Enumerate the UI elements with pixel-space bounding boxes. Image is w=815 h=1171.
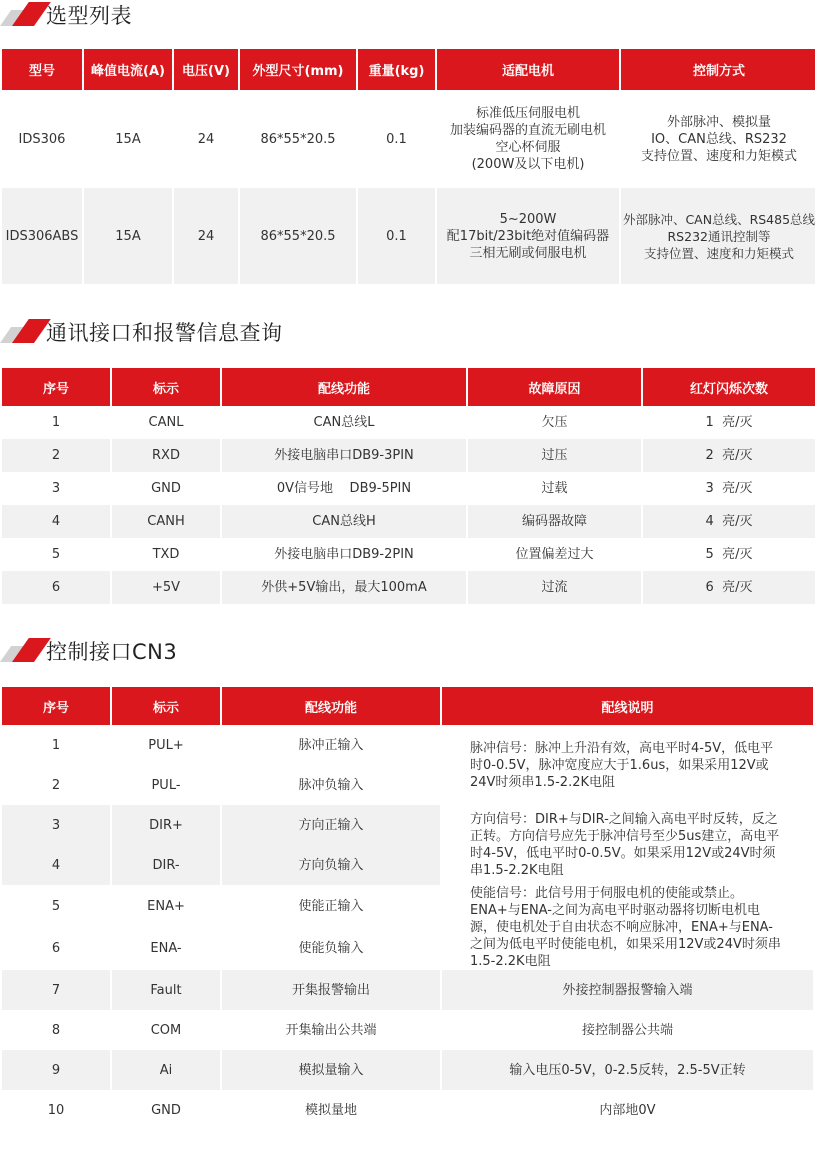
section-title-text: 选型列表	[46, 4, 132, 28]
cell-wiring: CAN总线L	[222, 406, 466, 439]
cell-fault-cause: 过压	[468, 439, 641, 472]
col-blink-count: 红灯闪烁次数	[643, 368, 815, 406]
cell-label: PUL+	[112, 725, 220, 765]
title-mark-icon	[0, 2, 40, 28]
cell-wiring: 开集报警输出	[222, 970, 440, 1010]
cell-wiring: 模拟量输入	[222, 1050, 440, 1090]
table-row	[2, 439, 815, 472]
cell-fault-cause: 位置偏差过大	[468, 538, 641, 571]
section-title-selection	[0, 0, 132, 32]
cell-index: 1	[2, 406, 110, 439]
cell-dimensions: 86*55*20.5	[240, 90, 356, 188]
cell-fault-cause: 过载	[468, 472, 641, 505]
col-wiring: 配线功能	[222, 368, 466, 406]
col-wiring: 配线功能	[222, 687, 440, 725]
table-row	[2, 885, 813, 928]
selection-table	[0, 49, 815, 284]
table-header-row	[2, 368, 815, 406]
cell-label: DIR+	[112, 805, 220, 845]
cell-label: RXD	[112, 439, 220, 472]
cell-index: 2	[2, 765, 110, 805]
cell-label: ENA-	[112, 928, 220, 971]
cell-model: IDS306	[2, 90, 82, 188]
cell-current: 15A	[84, 90, 172, 188]
table-row	[2, 90, 815, 188]
cell-label: DIR-	[112, 845, 220, 885]
col-weight: 重量(kg)	[358, 49, 435, 90]
cell-motor: 5~200W 配17bit/23bit绝对值编码器 三相无刷或伺服电机	[437, 188, 619, 284]
cn3-table	[0, 687, 815, 1130]
col-peak-current: 峰值电流(A)	[84, 49, 172, 90]
cell-label: Fault	[112, 970, 220, 1010]
cell-voltage: 24	[174, 188, 238, 284]
cell-wiring: 0V信号地 DB9-5PIN	[222, 472, 466, 505]
col-fault-cause: 故障原因	[468, 368, 641, 406]
cell-voltage: 24	[174, 90, 238, 188]
cell-index: 10	[2, 1090, 110, 1130]
cell-fault-cause: 欠压	[468, 406, 641, 439]
cell-index: 8	[2, 1010, 110, 1050]
cell-wiring: 脉冲正输入	[222, 725, 440, 765]
title-mark-icon	[0, 638, 40, 664]
cell-label: +5V	[112, 571, 220, 604]
table-row	[2, 1010, 813, 1050]
cell-wiring: 模拟量地	[222, 1090, 440, 1130]
title-mark-icon	[0, 319, 40, 345]
cell-label: GND	[112, 472, 220, 505]
cell-description-enable: 使能信号：此信号用于伺服电机的使能或禁止。ENA+与ENA-之间为高电平时驱动器将切断电机电源，使电机处于自由状态不响应脉冲，ENA+与ENA-之间为低电平时使能电机，如果采用12V或24V时须串1.5-2.2K电阻	[442, 885, 813, 970]
cell-index: 7	[2, 970, 110, 1010]
cell-label: COM	[112, 1010, 220, 1050]
section-title-text: 控制接口CN3	[46, 640, 178, 664]
cell-label: CANL	[112, 406, 220, 439]
cell-index: 9	[2, 1050, 110, 1090]
cell-model: IDS306ABS	[2, 188, 82, 284]
col-voltage: 电压(V)	[174, 49, 238, 90]
table-row	[2, 472, 815, 505]
cell-wiring: 开集输出公共端	[222, 1010, 440, 1050]
cell-current: 15A	[84, 188, 172, 284]
col-model: 型号	[2, 49, 82, 90]
cell-wiring: 使能正输入	[222, 885, 440, 928]
section-title-comm	[0, 315, 283, 349]
cell-description-fault: 外接控制器报警输入端	[442, 970, 813, 1010]
table-row	[2, 538, 815, 571]
comm-alarm-table	[0, 368, 815, 604]
cell-fault-cause: 编码器故障	[468, 505, 641, 538]
cell-description-pulse: 脉冲信号：脉冲上升沿有效，高电平时4-5V，低电平时0-0.5V，脉冲宽度应大于1.6us，如果采用12V或24V时须串1.5-2.2K电阻	[442, 725, 813, 805]
cell-index: 6	[2, 571, 110, 604]
cell-wiring: 方向正输入	[222, 805, 440, 845]
col-motor: 适配电机	[437, 49, 619, 90]
cell-blink-count: 4 亮/灭	[643, 505, 815, 538]
cell-blink-count: 5 亮/灭	[643, 538, 815, 571]
table-row	[2, 725, 813, 765]
cell-weight: 0.1	[358, 90, 435, 188]
cell-description-com: 接控制器公共端	[442, 1010, 813, 1050]
cell-index: 3	[2, 472, 110, 505]
cell-label: ENA+	[112, 885, 220, 928]
col-dimensions: 外型尺寸(mm)	[240, 49, 356, 90]
section-title-cn3	[0, 634, 177, 668]
cell-blink-count: 1 亮/灭	[643, 406, 815, 439]
col-description: 配线说明	[442, 687, 813, 725]
cell-index: 4	[2, 505, 110, 538]
cell-fault-cause: 过流	[468, 571, 641, 604]
cell-wiring: 外供+5V输出，最大100mA	[222, 571, 466, 604]
cell-wiring: CAN总线H	[222, 505, 466, 538]
cell-description-direction: 方向信号：DIR+与DIR-之间输入高电平时反转，反之正转。方向信号应先于脉冲信号至少5us建立，高电平时4-5V，低电平时0-0.5V。如果采用12V或24V时须串1.5-2.2K电阻	[442, 805, 813, 885]
col-label: 标示	[112, 368, 220, 406]
cell-weight: 0.1	[358, 188, 435, 284]
cell-control: 外部脉冲、CAN总线、RS485总线 RS232通讯控制等 支持位置、速度和力矩模式	[621, 188, 815, 284]
table-row	[2, 1050, 813, 1090]
col-index: 序号	[2, 687, 110, 725]
cell-label: CANH	[112, 505, 220, 538]
col-index: 序号	[2, 368, 110, 406]
cell-control: 外部脉冲、模拟量 IO、CAN总线、RS232 支持位置、速度和力矩模式	[621, 90, 815, 188]
cell-wiring: 方向负输入	[222, 845, 440, 885]
cell-label: TXD	[112, 538, 220, 571]
cell-blink-count: 3 亮/灭	[643, 472, 815, 505]
table-row	[2, 1090, 813, 1130]
cell-index: 4	[2, 845, 110, 885]
cell-wiring: 外接电脑串口DB9-3PIN	[222, 439, 466, 472]
cell-index: 3	[2, 805, 110, 845]
cell-wiring: 脉冲负输入	[222, 765, 440, 805]
table-row	[2, 188, 815, 284]
col-control: 控制方式	[621, 49, 815, 90]
cell-motor: 标准低压伺服电机 加装编码器的直流无刷电机 空心杯伺服 (200W及以下电机)	[437, 90, 619, 188]
table-row	[2, 970, 813, 1010]
table-row	[2, 571, 815, 604]
section-title-text: 通讯接口和报警信息查询	[46, 321, 283, 345]
cell-blink-count: 6 亮/灭	[643, 571, 815, 604]
cell-index: 2	[2, 439, 110, 472]
cell-index: 5	[2, 885, 110, 928]
cell-wiring: 使能负输入	[222, 928, 440, 971]
cell-description-gnd: 内部地0V	[442, 1090, 813, 1130]
cell-blink-count: 2 亮/灭	[643, 439, 815, 472]
cell-index: 6	[2, 928, 110, 971]
table-row	[2, 406, 815, 439]
cell-label: Ai	[112, 1050, 220, 1090]
cell-dimensions: 86*55*20.5	[240, 188, 356, 284]
cell-index: 1	[2, 725, 110, 765]
col-label: 标示	[112, 687, 220, 725]
cell-wiring: 外接电脑串口DB9-2PIN	[222, 538, 466, 571]
cell-label: PUL-	[112, 765, 220, 805]
cell-description-ai: 输入电压0-5V，0-2.5反转，2.5-5V正转	[442, 1050, 813, 1090]
table-header-row	[2, 687, 813, 725]
table-row	[2, 505, 815, 538]
cell-index: 5	[2, 538, 110, 571]
cell-label: GND	[112, 1090, 220, 1130]
table-row	[2, 805, 813, 845]
table-header-row	[2, 49, 815, 90]
